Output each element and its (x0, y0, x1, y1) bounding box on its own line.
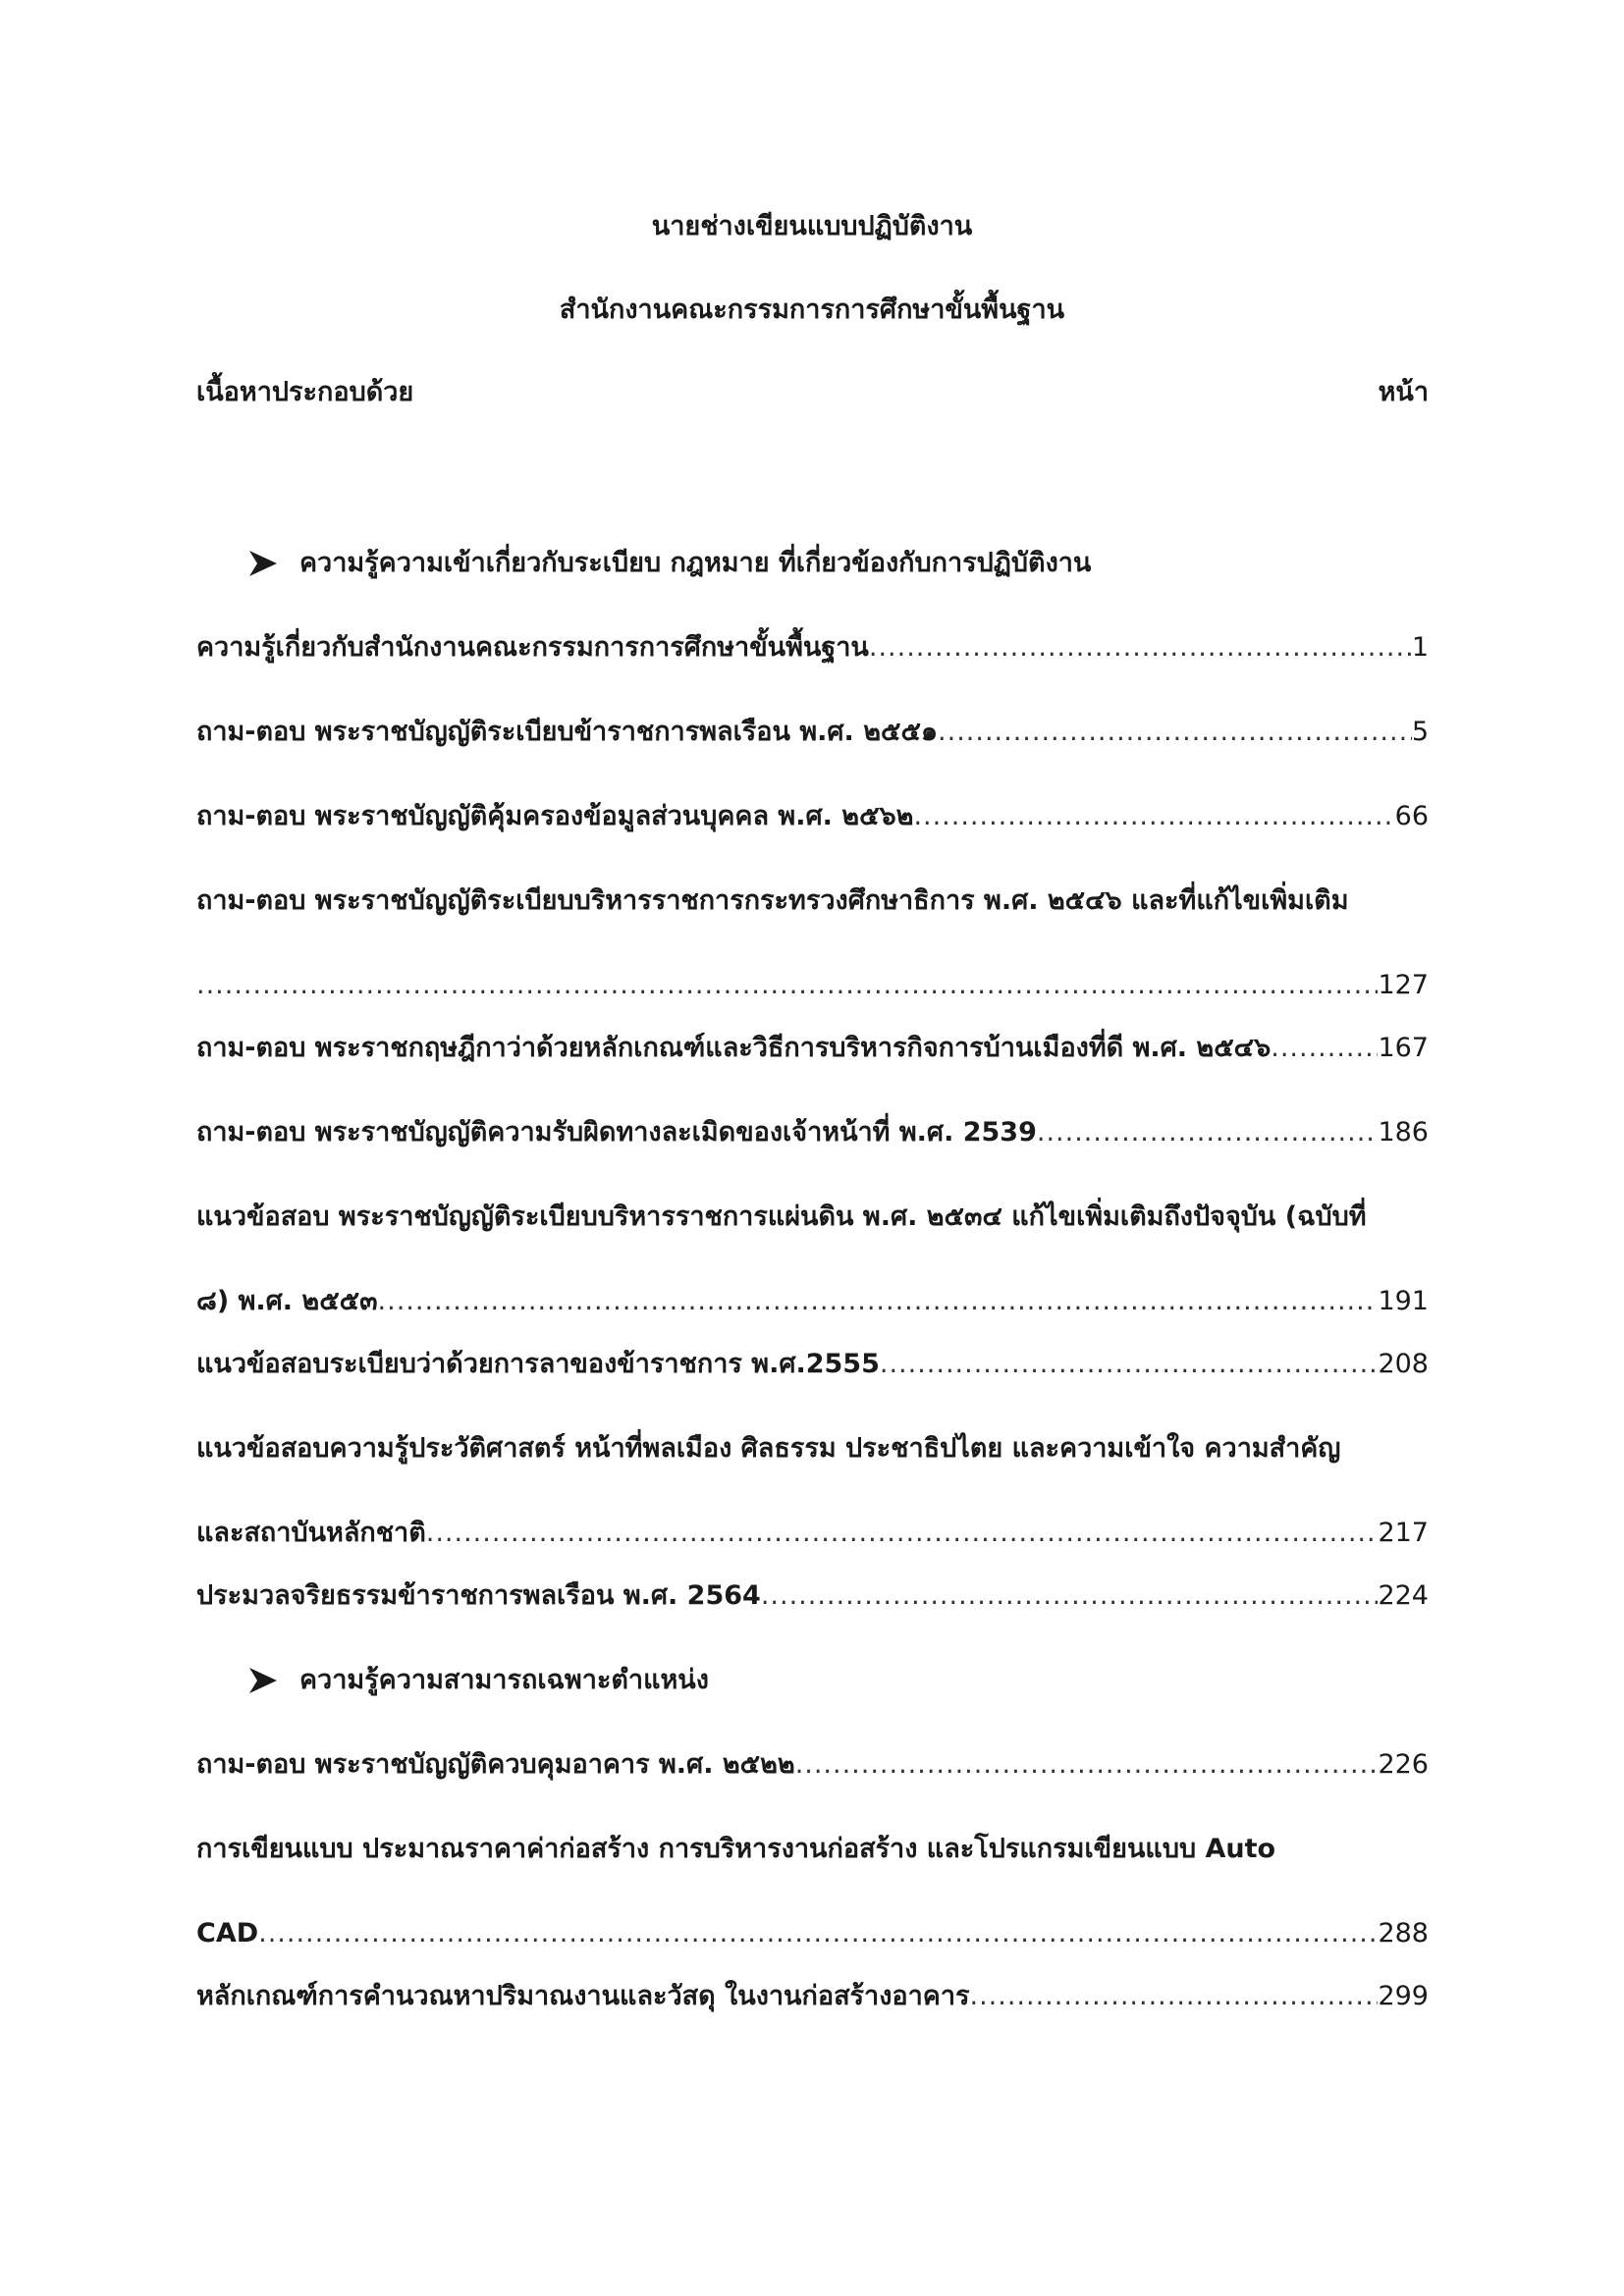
document-subtitle: สำนักงานคณะกรรมการการศึกษาขั้นพื้นฐาน (559, 294, 1065, 325)
toc-page-number: 1 (1411, 632, 1429, 663)
leader-dots (258, 1916, 1378, 1951)
toc-entry-title: ถาม-ตอบ พระราชบัญญัติคุ้มครองข้อมูลส่วนบุคคล พ.ศ. ๒๕๖๒ (196, 801, 914, 831)
page-column-label: หน้า (1378, 377, 1429, 407)
toc-entry (196, 715, 1429, 750)
leader-dots (426, 1516, 1379, 1551)
toc-entry (196, 1200, 1429, 1319)
toc-page-number: 288 (1378, 1918, 1429, 1949)
toc-entry (196, 1747, 1429, 1783)
toc-entry-title: การเขียนแบบ ประมาณราคาค่าก่อสร้าง การบริหารงานก่อสร้าง และโปรแกรมเขียนแบบ Auto (196, 1834, 1276, 1864)
toc-page-number: 127 (1378, 970, 1429, 1000)
leader-dots (938, 715, 1412, 750)
leader-dots (869, 630, 1412, 666)
toc-page-number: 186 (1378, 1117, 1429, 1148)
toc-entry-title: แนวข้อสอบ พระราชบัญญัติระเบียบบริหารราชการแผ่นดิน พ.ศ. ๒๕๓๔ แก้ไขเพิ่มเติมถึงปัจจุบัน (ฉบับที่ (196, 1201, 1367, 1232)
leader-dots (196, 968, 1378, 1003)
toc-entry (196, 1431, 1429, 1551)
toc-page-number: 226 (1378, 1749, 1429, 1780)
toc-page-number: 5 (1411, 717, 1429, 747)
toc-entry-title: ถาม-ตอบ พระราชกฤษฎีกาว่าด้วยหลักเกณฑ์และวิธีการบริหารกิจการบ้านเมืองที่ดี พ.ศ. ๒๕๔๖ (196, 1033, 1272, 1063)
toc-page-number: 167 (1378, 1033, 1429, 1063)
toc-page-number: 224 (1378, 1580, 1429, 1611)
toc-entry-title: หลักเกณฑ์การคำนวณหาปริมาณงานและวัสดุ ในงานก่อสร้างอาคาร (196, 1981, 970, 2011)
toc-entry-title-continued: และสถาบันหลักชาติ (196, 1518, 426, 1548)
toc-entry-title: ถาม-ตอบ พระราชบัญญัติความรับผิดทางละเมิดของเจ้าหน้าที่ พ.ศ. 2539 (196, 1117, 1037, 1148)
toc-entry (196, 1578, 1429, 1614)
leader-dots (378, 1284, 1379, 1319)
section-heading-text: ความรู้ความเข้าเกี่ยวกับระเบียบ กฎหมาย ที่เกี่ยวข้องกับการปฏิบัติงาน (299, 548, 1092, 578)
section-heading-text: ความรู้ความสามารถเฉพาะตำแหน่ง (299, 1665, 709, 1695)
toc-entry (196, 1115, 1429, 1150)
toc-entry-title: ถาม-ตอบ พระราชบัญญัติควบคุมอาคาร พ.ศ. ๒๕๒๒ (196, 1749, 795, 1780)
contents-label: เนื้อหาประกอบด้วย (196, 377, 414, 407)
leader-dots (761, 1578, 1379, 1614)
toc-entry-title: ประมวลจริยธรรมข้าราชการพลเรือน พ.ศ. 2564 (196, 1580, 761, 1611)
toc-entry-title: แนวข้อสอบความรู้ประวัติศาสตร์ หน้าที่พลเมือง ศิลธรรม ประชาธิปไตย และความเข้าใจ ความสำคัญ (196, 1433, 1341, 1464)
toc-entry (196, 1031, 1429, 1066)
leader-dots (1271, 1031, 1378, 1066)
toc-entry-title: แนวข้อสอบระเบียบว่าด้วยการลาของข้าราชการ พ.ศ.2555 (196, 1349, 880, 1379)
section-heading-2 (248, 1663, 1427, 1698)
toc-entry-title-continued: ๘) พ.ศ. ๒๕๕๓ (196, 1286, 378, 1316)
toc-page-number: 66 (1394, 801, 1429, 831)
leader-dots (795, 1747, 1379, 1783)
toc-entry-title: ถาม-ตอบ พระราชบัญญัติระเบียบข้าราชการพลเรือน พ.ศ. ๒๕๕๑ (196, 717, 939, 747)
section-heading-1 (248, 546, 1427, 581)
contents-header (196, 375, 1429, 410)
leader-dots (913, 799, 1394, 834)
toc-entry (196, 799, 1429, 834)
document-title: นายช่างเขียนแบบปฏิบัติงาน (651, 211, 973, 241)
toc-page-number: 299 (1378, 1981, 1429, 2011)
toc-entry-title: ความรู้เกี่ยวกับสำนักงานคณะกรรมการการศึกษาขั้นพื้นฐาน (196, 632, 869, 663)
arrow-bullet-icon (248, 546, 280, 581)
toc-entry-title: ถาม-ตอบ พระราชบัญญัติระเบียบบริหารราชการกระทรวงศึกษาธิการ พ.ศ. ๒๕๔๖ และที่แก้ไขเพิ่มเติม (196, 885, 1349, 916)
toc-entry (196, 883, 1429, 1003)
toc-entry (196, 1832, 1429, 1951)
toc-entry (196, 1347, 1429, 1382)
toc-entry-title-continued: CAD (196, 1918, 259, 1949)
leader-dots (1037, 1115, 1379, 1150)
leader-dots (970, 1979, 1379, 2014)
leader-dots (880, 1347, 1379, 1382)
toc-page-number: 208 (1378, 1349, 1429, 1379)
toc-entry (196, 1979, 1429, 2014)
toc-entry (196, 630, 1429, 666)
toc-page-number: 191 (1378, 1286, 1429, 1316)
toc-page-number: 217 (1378, 1518, 1429, 1548)
arrow-bullet-icon (248, 1663, 280, 1698)
